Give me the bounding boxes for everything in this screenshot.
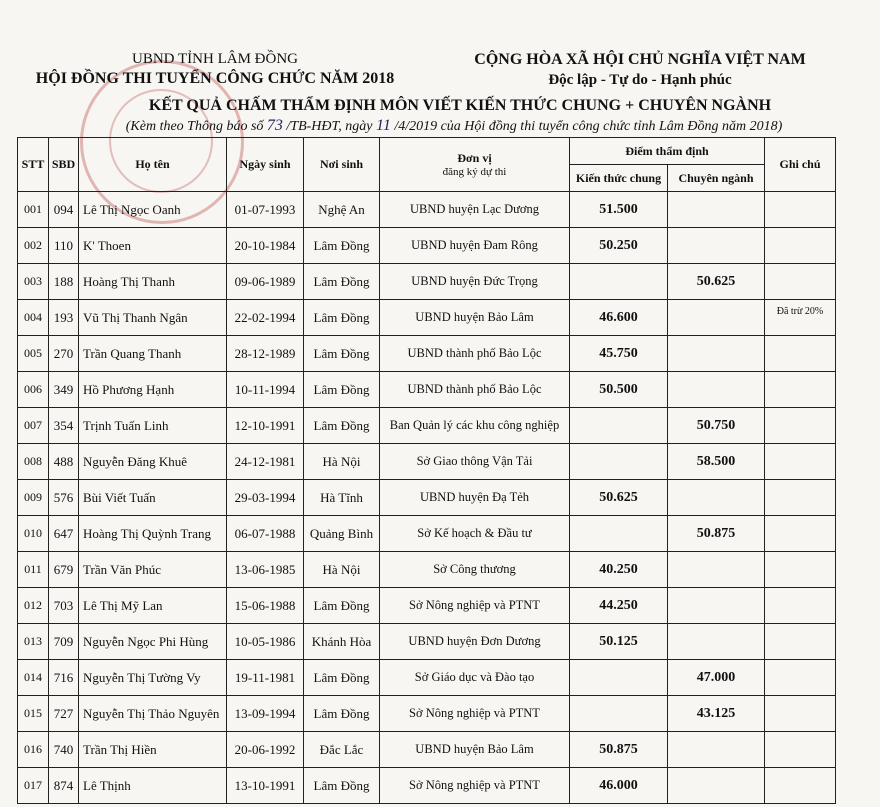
cell-dob: 22-02-1994 xyxy=(227,300,304,336)
cell-name: Trần Quang Thanh xyxy=(79,336,227,372)
cell-stt: 009 xyxy=(18,480,49,516)
cell-score-specialized xyxy=(668,552,765,588)
table-row xyxy=(18,336,836,372)
cell-score-specialized: 47.000 xyxy=(668,660,765,696)
header-unit-line1: Đơn vị xyxy=(457,151,492,165)
cell-name: Lê Thị Ngọc Oanh xyxy=(79,192,227,228)
cell-note xyxy=(765,408,836,444)
cell-score-specialized: 50.750 xyxy=(668,408,765,444)
cell-stt: 013 xyxy=(18,624,49,660)
subtitle-part3: /4/2019 của Hội đồng thi tuyển công chức tỉnh Lâm Đồng năm 2018) xyxy=(390,119,783,134)
cell-pob: Lâm Đồng xyxy=(304,264,380,300)
cell-name: Trần Thị Hiền xyxy=(79,732,227,768)
cell-stt: 015 xyxy=(18,696,49,732)
cell-score-specialized xyxy=(668,768,765,804)
cell-pob: Lâm Đồng xyxy=(304,300,380,336)
cell-score-specialized: 50.875 xyxy=(668,516,765,552)
cell-score-general: 50.250 xyxy=(570,228,668,264)
cell-sbd: 349 xyxy=(49,372,79,408)
cell-sbd: 727 xyxy=(49,696,79,732)
cell-score-general: 50.625 xyxy=(570,480,668,516)
cell-pob: Lâm Đồng xyxy=(304,768,380,804)
cell-dob: 13-10-1991 xyxy=(227,768,304,804)
cell-score-specialized: 43.125 xyxy=(668,696,765,732)
cell-dob: 01-07-1993 xyxy=(227,192,304,228)
cell-dob: 12-10-1991 xyxy=(227,408,304,444)
document-title: KẾT QUẢ CHẤM THẨM ĐỊNH MÔN VIẾT KIẾN THỨC CHUNG + CHUYÊN NGÀNH xyxy=(148,97,772,114)
cell-score-general: 46.000 xyxy=(570,768,668,804)
cell-sbd: 188 xyxy=(49,264,79,300)
cell-unit: UBND thành phố Bảo Lộc xyxy=(380,372,570,408)
cell-stt: 016 xyxy=(18,732,49,768)
cell-sbd: 740 xyxy=(49,732,79,768)
cell-sbd: 270 xyxy=(49,336,79,372)
header-sbd: SBD xyxy=(49,138,79,192)
cell-sbd: 094 xyxy=(49,192,79,228)
cell-pob: Lâm Đồng xyxy=(304,372,380,408)
cell-name: Vũ Thị Thanh Ngân xyxy=(79,300,227,336)
cell-unit: UBND thành phố Bảo Lộc xyxy=(380,336,570,372)
cell-dob: 29-03-1994 xyxy=(227,480,304,516)
table-row xyxy=(18,768,836,804)
cell-dob: 13-06-1985 xyxy=(227,552,304,588)
cell-pob: Lâm Đồng xyxy=(304,696,380,732)
cell-score-specialized xyxy=(668,192,765,228)
cell-score-specialized xyxy=(668,228,765,264)
cell-score-general: 40.250 xyxy=(570,552,668,588)
cell-note xyxy=(765,480,836,516)
notice-number: 73 xyxy=(266,117,283,134)
cell-score-general: 50.125 xyxy=(570,624,668,660)
document-subtitle xyxy=(44,117,864,136)
table-row xyxy=(18,480,836,516)
notice-day: 11 xyxy=(376,117,391,134)
cell-score-general xyxy=(570,696,668,732)
cell-score-specialized xyxy=(668,336,765,372)
cell-unit: UBND huyện Bảo Lâm xyxy=(380,300,570,336)
table-row xyxy=(18,264,836,300)
authority-line2: HỘI ĐỒNG THI TUYỂN CÔNG CHỨC NĂM 2018 xyxy=(35,70,395,87)
cell-pob: Lâm Đồng xyxy=(304,228,380,264)
cell-note xyxy=(765,732,836,768)
cell-score-specialized xyxy=(668,624,765,660)
motto-line2: Độc lập - Tự do - Hạnh phúc xyxy=(548,72,732,88)
table-row xyxy=(18,408,836,444)
header-name: Họ tên xyxy=(79,138,227,192)
cell-stt: 005 xyxy=(18,336,49,372)
header-score-general: Kiến thức chung xyxy=(570,165,668,192)
cell-score-general xyxy=(570,264,668,300)
cell-unit: UBND huyện Đạ Tẻh xyxy=(380,480,570,516)
cell-stt: 017 xyxy=(18,768,49,804)
cell-sbd: 703 xyxy=(49,588,79,624)
cell-dob: 13-09-1994 xyxy=(227,696,304,732)
cell-pob: Hà Tĩnh xyxy=(304,480,380,516)
cell-sbd: 679 xyxy=(49,552,79,588)
header-dob: Ngày sinh xyxy=(227,138,304,192)
table-header-row xyxy=(18,138,836,165)
cell-sbd: 576 xyxy=(49,480,79,516)
cell-sbd: 193 xyxy=(49,300,79,336)
cell-pob: Hà Nội xyxy=(304,444,380,480)
cell-stt: 010 xyxy=(18,516,49,552)
subtitle-part2: /TB-HĐT, ngày xyxy=(282,119,376,134)
cell-dob: 20-06-1992 xyxy=(227,732,304,768)
cell-name: Hoàng Thị Thanh xyxy=(79,264,227,300)
cell-score-general xyxy=(570,516,668,552)
cell-dob: 10-05-1986 xyxy=(227,624,304,660)
table-row xyxy=(18,660,836,696)
cell-note xyxy=(765,696,836,732)
header-score-specialized: Chuyên ngành xyxy=(668,165,765,192)
cell-unit: UBND huyện Đơn Dương xyxy=(380,624,570,660)
cell-name: Trần Văn Phúc xyxy=(79,552,227,588)
table-row xyxy=(18,552,836,588)
cell-name: Nguyễn Đăng Khuê xyxy=(79,444,227,480)
cell-stt: 008 xyxy=(18,444,49,480)
cell-pob: Nghệ An xyxy=(304,192,380,228)
motto-line1: CỘNG HÒA XÃ HỘI CHỦ NGHĨA VIỆT NAM xyxy=(474,51,806,68)
cell-sbd: 874 xyxy=(49,768,79,804)
cell-pob: Lâm Đồng xyxy=(304,408,380,444)
cell-note xyxy=(765,228,836,264)
cell-stt: 012 xyxy=(18,588,49,624)
cell-sbd: 110 xyxy=(49,228,79,264)
cell-stt: 002 xyxy=(18,228,49,264)
cell-score-general: 44.250 xyxy=(570,588,668,624)
subtitle-part1: (Kèm theo Thông báo số xyxy=(125,119,267,134)
cell-dob: 09-06-1989 xyxy=(227,264,304,300)
cell-unit: Sở Giáo dục và Đào tạo xyxy=(380,660,570,696)
results-table xyxy=(17,137,836,804)
table-row xyxy=(18,732,836,768)
cell-name: Lê Thị Mỹ Lan xyxy=(79,588,227,624)
table-row xyxy=(18,228,836,264)
cell-unit: Sở Nông nghiệp và PTNT xyxy=(380,696,570,732)
authority-line1: UBND TỈNH LÂM ĐỒNG xyxy=(132,51,298,67)
header-score-group: Điểm thẩm định xyxy=(570,138,765,165)
cell-score-general xyxy=(570,408,668,444)
cell-score-general xyxy=(570,660,668,696)
cell-stt: 004 xyxy=(18,300,49,336)
cell-sbd: 716 xyxy=(49,660,79,696)
cell-dob: 06-07-1988 xyxy=(227,516,304,552)
cell-note xyxy=(765,624,836,660)
header-pob: Nơi sinh xyxy=(304,138,380,192)
cell-name: Trịnh Tuấn Linh xyxy=(79,408,227,444)
cell-sbd: 488 xyxy=(49,444,79,480)
cell-stt: 007 xyxy=(18,408,49,444)
cell-unit: UBND huyện Bảo Lâm xyxy=(380,732,570,768)
cell-stt: 001 xyxy=(18,192,49,228)
cell-dob: 10-11-1994 xyxy=(227,372,304,408)
cell-stt: 006 xyxy=(18,372,49,408)
cell-pob: Lâm Đồng xyxy=(304,588,380,624)
cell-name: Lê Thịnh xyxy=(79,768,227,804)
cell-note xyxy=(765,552,836,588)
cell-score-general xyxy=(570,444,668,480)
cell-score-general: 50.875 xyxy=(570,732,668,768)
table-row xyxy=(18,372,836,408)
table-row xyxy=(18,696,836,732)
cell-unit: Sở Nông nghiệp và PTNT xyxy=(380,588,570,624)
cell-stt: 003 xyxy=(18,264,49,300)
cell-pob: Khánh Hòa xyxy=(304,624,380,660)
cell-stt: 014 xyxy=(18,660,49,696)
table-row xyxy=(18,624,836,660)
header-note: Ghi chú xyxy=(765,138,836,192)
cell-score-general: 46.600 xyxy=(570,300,668,336)
cell-unit: Sở Công thương xyxy=(380,552,570,588)
cell-score-specialized xyxy=(668,732,765,768)
table-row xyxy=(18,444,836,480)
cell-note xyxy=(765,588,836,624)
cell-unit: UBND huyện Lạc Dương xyxy=(380,192,570,228)
cell-note xyxy=(765,336,836,372)
cell-unit: UBND huyện Đức Trọng xyxy=(380,264,570,300)
table-row xyxy=(18,588,836,624)
table-row xyxy=(18,192,836,228)
cell-score-general: 51.500 xyxy=(570,192,668,228)
cell-score-general: 50.500 xyxy=(570,372,668,408)
cell-name: Nguyễn Thị Tường Vy xyxy=(79,660,227,696)
cell-dob: 15-06-1988 xyxy=(227,588,304,624)
cell-score-specialized: 50.625 xyxy=(668,264,765,300)
cell-note xyxy=(765,372,836,408)
issuing-authority xyxy=(20,50,410,89)
cell-unit: UBND huyện Đam Rông xyxy=(380,228,570,264)
cell-note xyxy=(765,660,836,696)
header-unit-line2: đăng ký dự thi xyxy=(442,166,507,178)
cell-unit: Ban Quản lý các khu công nghiệp xyxy=(380,408,570,444)
cell-sbd: 647 xyxy=(49,516,79,552)
cell-dob: 20-10-1984 xyxy=(227,228,304,264)
cell-note xyxy=(765,516,836,552)
cell-score-specialized: 58.500 xyxy=(668,444,765,480)
cell-unit: Sở Kế hoạch & Đầu tư xyxy=(380,516,570,552)
cell-name: Bùi Viết Tuấn xyxy=(79,480,227,516)
table-row xyxy=(18,300,836,336)
cell-dob: 28-12-1989 xyxy=(227,336,304,372)
cell-note xyxy=(765,444,836,480)
cell-pob: Hà Nội xyxy=(304,552,380,588)
cell-name: K' Thoen xyxy=(79,228,227,264)
cell-pob: Lâm Đồng xyxy=(304,660,380,696)
cell-sbd: 709 xyxy=(49,624,79,660)
results-table-body xyxy=(18,192,836,804)
table-row xyxy=(18,516,836,552)
cell-pob: Đắc Lắc xyxy=(304,732,380,768)
cell-note xyxy=(765,192,836,228)
cell-pob: Quảng Bình xyxy=(304,516,380,552)
cell-sbd: 354 xyxy=(49,408,79,444)
cell-note: Đã trừ 20% xyxy=(765,300,836,336)
cell-unit: Sở Giao thông Vận Tải xyxy=(380,444,570,480)
cell-stt: 011 xyxy=(18,552,49,588)
cell-unit: Sở Nông nghiệp và PTNT xyxy=(380,768,570,804)
header-unit xyxy=(380,138,570,192)
national-motto xyxy=(430,50,850,90)
cell-name: Hồ Phương Hạnh xyxy=(79,372,227,408)
cell-score-specialized xyxy=(668,588,765,624)
cell-note xyxy=(765,264,836,300)
cell-score-general: 45.750 xyxy=(570,336,668,372)
cell-pob: Lâm Đồng xyxy=(304,336,380,372)
cell-score-specialized xyxy=(668,300,765,336)
cell-dob: 19-11-1981 xyxy=(227,660,304,696)
cell-score-specialized xyxy=(668,372,765,408)
cell-note xyxy=(765,768,836,804)
cell-name: Nguyễn Ngọc Phi Hùng xyxy=(79,624,227,660)
cell-dob: 24-12-1981 xyxy=(227,444,304,480)
header-stt: STT xyxy=(18,138,49,192)
cell-name: Nguyễn Thị Thảo Nguyên xyxy=(79,696,227,732)
cell-score-specialized xyxy=(668,480,765,516)
cell-name: Hoàng Thị Quỳnh Trang xyxy=(79,516,227,552)
